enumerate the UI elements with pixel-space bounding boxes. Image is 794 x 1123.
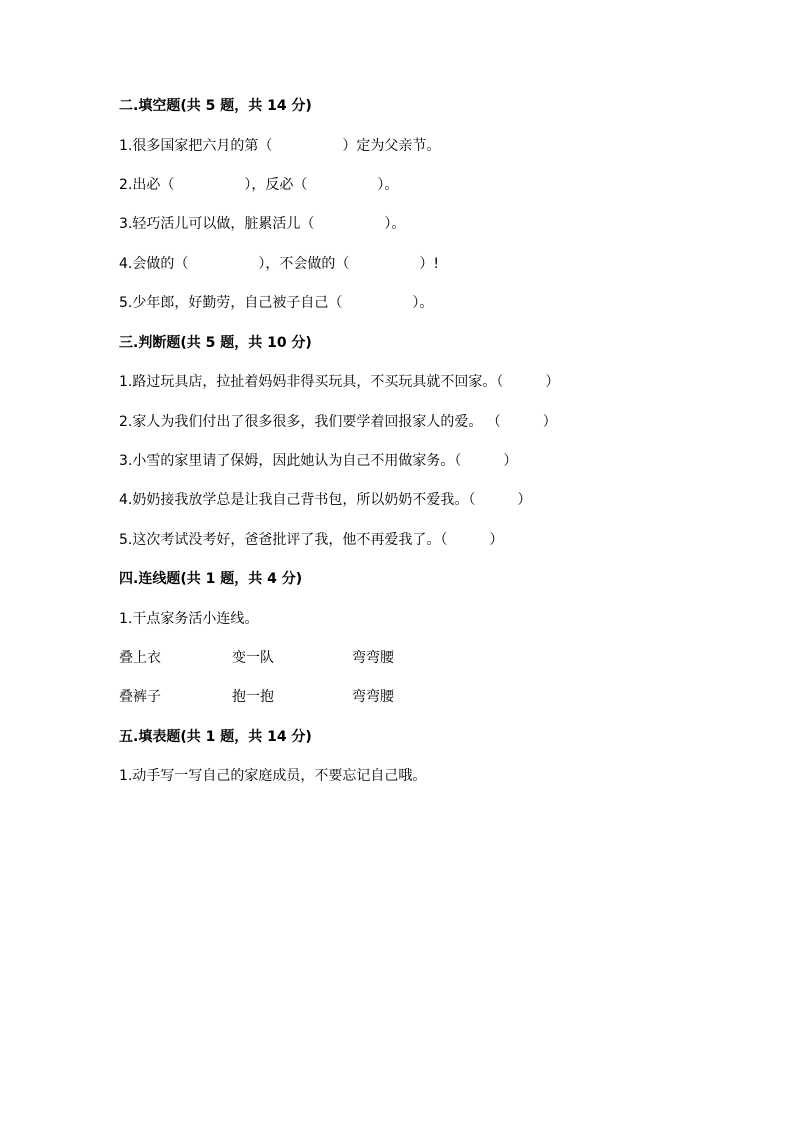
judge-question-5: 5.这次考试没考好，爸爸批评了我，他不再爱我了。（ ） [119, 532, 504, 548]
fill-question-2: 2.出必（ ），反必（ ）。 [119, 177, 399, 193]
section-4-heading: 四.连线题(共 1 题，共 4 分) [119, 571, 303, 587]
judge-question-3: 3.小雪的家里请了保姆，因此她认为自己不用做家务。（ ） [119, 453, 518, 469]
judge-question-1: 1.路过玩具店，拉扯着妈妈非得买玩具，不买玩具就不回家。（ ） [119, 374, 560, 390]
match-middle-item: 变一队 [232, 650, 274, 666]
section-5-heading: 五.填表题(共 1 题，共 14 分) [119, 729, 312, 745]
match-left-item: 叠上衣 [119, 650, 161, 666]
judge-question-4: 4.奶奶接我放学总是让我自己背书包，所以奶奶不爱我。（ ） [119, 492, 532, 508]
match-question-1: 1.干点家务活小连线。 [119, 611, 259, 627]
fill-question-4: 4.会做的（ ），不会做的（ ）! [119, 256, 439, 272]
match-right-item: 弯弯腰 [352, 689, 394, 705]
section-2-heading: 二.填空题(共 5 题，共 14 分) [119, 98, 312, 114]
fill-question-3: 3.轻巧活儿可以做，脏累活儿（ ）。 [119, 216, 406, 232]
match-left-item: 叠裤子 [119, 689, 161, 705]
fill-question-5: 5.少年郎，好勤劳，自己被子自己（ ）。 [119, 295, 434, 311]
section-3-heading: 三.判断题(共 5 题，共 10 分) [119, 335, 312, 351]
table-question-1: 1.动手写一写自己的家庭成员，不要忘记自己哦。 [119, 768, 427, 784]
fill-question-1: 1.很多国家把六月的第（ ）定为父亲节。 [119, 138, 441, 154]
match-middle-item: 抱一抱 [232, 689, 274, 705]
match-right-item: 弯弯腰 [352, 650, 394, 666]
judge-question-2: 2.家人为我们付出了很多很多，我们要学着回报家人的爱。 （ ） [119, 414, 557, 430]
